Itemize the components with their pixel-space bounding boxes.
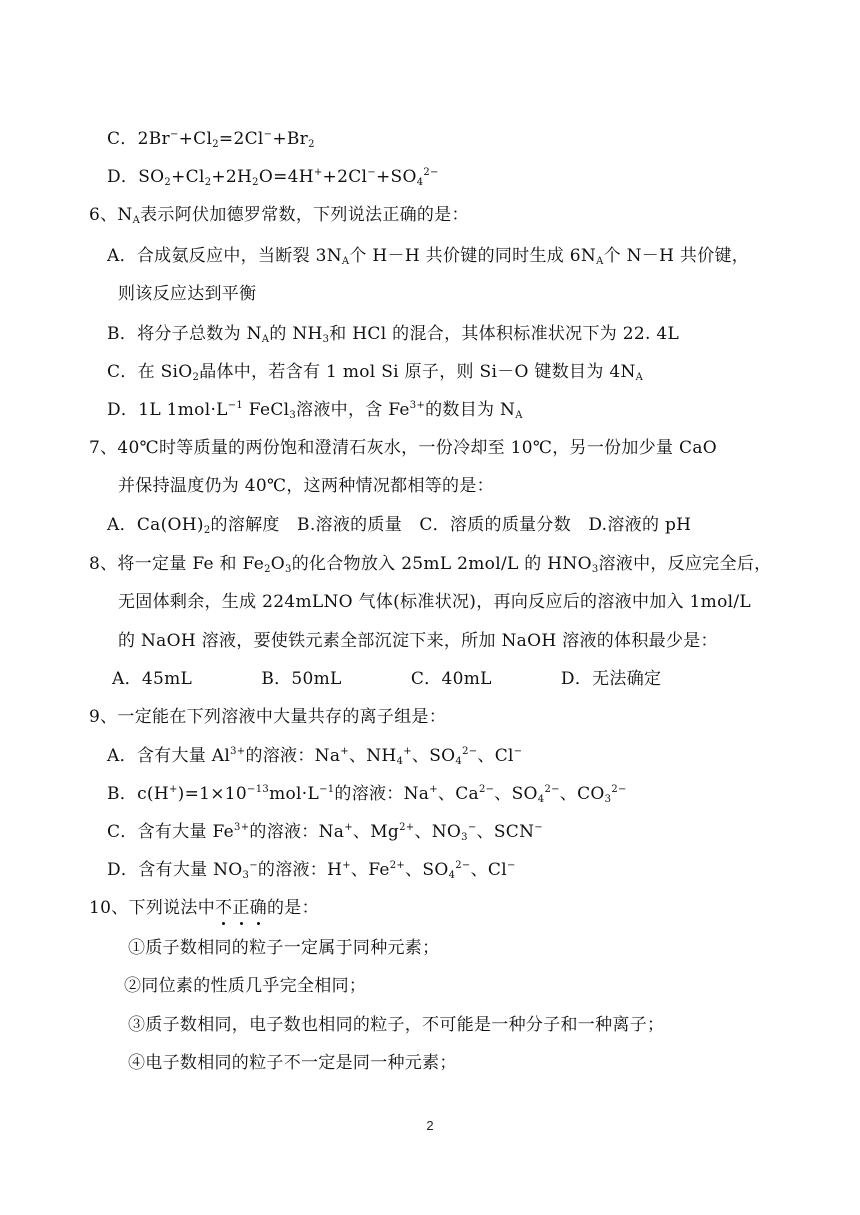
text-line-l11 bbox=[107, 514, 691, 536]
text-run: 溶液中，含 Fe bbox=[296, 400, 410, 420]
superscript: + bbox=[342, 860, 351, 871]
subscript: 2 bbox=[252, 177, 259, 188]
superscript: 2− bbox=[611, 784, 627, 795]
superscript: + bbox=[340, 746, 349, 757]
subscript: 3 bbox=[591, 564, 599, 575]
text-run: O=4H bbox=[258, 167, 314, 187]
text-run: ③质子数相同，电子数也相同的粒子，不可能是一种分子和一种离子； bbox=[128, 1015, 665, 1035]
text-run: 、Cl bbox=[470, 860, 507, 880]
text-line-l20 bbox=[107, 859, 516, 881]
text-line-l9 bbox=[89, 437, 717, 459]
text-line-l23 bbox=[124, 975, 366, 997]
superscript: − bbox=[263, 129, 273, 140]
superscript: − bbox=[467, 822, 477, 833]
superscript: − bbox=[506, 860, 516, 871]
text-line-l17 bbox=[107, 745, 522, 767]
subscript: 3 bbox=[289, 410, 297, 421]
emphasis-dot bbox=[240, 922, 243, 925]
superscript: −1 bbox=[319, 784, 335, 795]
text-run: +Br bbox=[272, 129, 309, 149]
text-run: 的数目为 N bbox=[425, 400, 516, 420]
subscript: A bbox=[341, 256, 350, 267]
text-run: ②同位素的性质几乎完全相同； bbox=[124, 976, 367, 996]
subscript: 3 bbox=[242, 870, 250, 881]
text-run: 溶液中，反应完全后， bbox=[598, 554, 772, 574]
text-run: 的溶液：Na bbox=[249, 822, 345, 842]
superscript: 3+ bbox=[409, 400, 426, 411]
text-run: =2Cl bbox=[218, 129, 264, 149]
text-run: 、SCN bbox=[476, 822, 535, 842]
text-line-l2 bbox=[107, 166, 439, 188]
text-run: mol·L bbox=[269, 784, 320, 804]
superscript: 2+ bbox=[399, 822, 415, 833]
subscript: 4 bbox=[537, 794, 545, 805]
text-run: +2H bbox=[211, 167, 253, 187]
superscript: + bbox=[403, 746, 412, 757]
subscript: 2 bbox=[308, 139, 315, 150]
text-run: 并保持温度仍为 40℃，这两种情况都相等的是： bbox=[118, 476, 494, 496]
text-line-l21 bbox=[89, 897, 319, 919]
text-run: A．Ca(OH) bbox=[107, 515, 204, 535]
superscript: − bbox=[367, 167, 376, 178]
text-run: 9、一定能在下列溶液中大量共存的离子组是： bbox=[89, 707, 447, 727]
text-run: 无固体剩余，生成 224mLNO 气体(标准状况)，再向反应后的溶液中加入 1mol/L bbox=[118, 592, 751, 612]
text-run: 则该反应达到平衡 bbox=[118, 284, 257, 304]
text-run: 个 H－H 共价键的同时生成 6N bbox=[349, 246, 597, 266]
superscript: + bbox=[168, 784, 178, 795]
text-line-l4 bbox=[107, 245, 749, 267]
text-run: 的溶液：Na bbox=[334, 784, 430, 804]
subscript: 4 bbox=[396, 756, 404, 767]
text-line-l15 bbox=[112, 668, 661, 690]
text-line-l24 bbox=[128, 1014, 664, 1036]
text-run: ④电子数相同的粒子不一定是同一种元素； bbox=[128, 1053, 457, 1073]
text-run: )=1×10 bbox=[177, 784, 248, 804]
subscript: A bbox=[515, 410, 523, 421]
text-run: 的是： bbox=[266, 898, 319, 918]
emphasis-dot bbox=[222, 922, 225, 925]
subscript: 3 bbox=[322, 334, 330, 345]
subscript: A bbox=[132, 215, 141, 226]
text-run: 表示阿伏加德罗常数，下列说法正确的是： bbox=[140, 205, 469, 225]
text-run: ①质子数相同的粒子一定属于同种元素； bbox=[128, 938, 440, 958]
superscript: + bbox=[313, 167, 323, 178]
text-run: 、Cl bbox=[477, 746, 514, 766]
superscript: 2− bbox=[455, 860, 471, 871]
text-run: +SO bbox=[375, 167, 417, 187]
text-run: 的 NaOH 溶液，要使铁元素全部沉淀下来，所加 NaOH 溶液的体积最少是： bbox=[118, 631, 718, 651]
text-run: B．将分子总数为 N bbox=[107, 324, 262, 344]
text-run: +2Cl bbox=[322, 167, 368, 187]
superscript: 2+ bbox=[389, 860, 406, 871]
text-run: 7、40℃时等质量的两份饱和澄清石灰水，一份冷却至 10℃，另一份加少量 CaO bbox=[89, 438, 717, 458]
text-run: 、SO bbox=[405, 860, 449, 880]
text-run: 的溶液：Na bbox=[245, 746, 341, 766]
subscript: 3 bbox=[461, 832, 468, 843]
superscript: 2− bbox=[423, 167, 439, 178]
subscript: 2 bbox=[203, 525, 211, 536]
superscript: 2− bbox=[462, 746, 478, 757]
text-run: FeCl bbox=[243, 400, 290, 420]
text-run: 的溶液：H bbox=[257, 860, 343, 880]
text-line-l16 bbox=[89, 706, 446, 728]
text-line-l25 bbox=[128, 1052, 457, 1074]
text-run: 8、将一定量 Fe 和 Fe bbox=[89, 554, 265, 574]
superscript: + bbox=[429, 784, 438, 795]
text-run: D．含有大量 NO bbox=[107, 860, 243, 880]
text-run: +Cl bbox=[178, 129, 213, 149]
text-run: D．SO bbox=[107, 167, 165, 187]
subscript: A bbox=[635, 372, 644, 383]
subscript: 3 bbox=[285, 564, 292, 575]
text-run: C．含有大量 Fe bbox=[107, 822, 235, 842]
text-line-l1 bbox=[107, 128, 315, 150]
superscript: − bbox=[534, 822, 543, 833]
text-line-l14 bbox=[118, 630, 718, 652]
text-line-l5 bbox=[118, 283, 256, 305]
text-run: 、SO bbox=[494, 784, 538, 804]
text-line-l8 bbox=[107, 399, 523, 421]
text-run: 、SO bbox=[411, 746, 456, 766]
superscript: − bbox=[169, 129, 179, 140]
superscript: 2− bbox=[478, 784, 495, 795]
superscript: − bbox=[249, 860, 258, 871]
text-run: +Cl bbox=[171, 167, 205, 187]
subscript: 4 bbox=[416, 177, 424, 188]
text-line-l10 bbox=[118, 475, 494, 497]
text-run: D．1L 1mol·L bbox=[107, 400, 228, 420]
subscript: 4 bbox=[448, 870, 456, 881]
text-line-l12 bbox=[89, 553, 771, 575]
text-run: 的化合物放入 25mL 2mol/L 的 HNO bbox=[291, 554, 592, 574]
superscript: − bbox=[513, 746, 523, 757]
text-line-l13 bbox=[118, 591, 751, 613]
superscript: −1 bbox=[227, 400, 244, 411]
subscript: 4 bbox=[455, 756, 463, 767]
subscript: 2 bbox=[264, 564, 271, 575]
superscript: −13 bbox=[247, 784, 270, 795]
subscript: A bbox=[596, 256, 604, 267]
text-run: 、Ca bbox=[437, 784, 479, 804]
emphasis-dot bbox=[257, 922, 260, 925]
text-run: 6、N bbox=[89, 205, 133, 225]
text-line-l18 bbox=[107, 783, 627, 805]
subscript: 2 bbox=[164, 177, 172, 188]
page-number: 2 bbox=[426, 1118, 434, 1133]
text-run: 的 NH bbox=[269, 324, 323, 344]
text-run: 和 HCl 的混合，其体积标准状况下为 22. 4L bbox=[329, 324, 680, 344]
text-run: 、Mg bbox=[352, 822, 400, 842]
text-run: O bbox=[270, 554, 286, 574]
text-run: 、CO bbox=[559, 784, 605, 804]
superscript: 2− bbox=[544, 784, 560, 795]
text-line-l3 bbox=[89, 204, 469, 226]
text-run: 、NH bbox=[348, 746, 397, 766]
text-run: 个 N－H 共价键， bbox=[603, 246, 750, 266]
text-line-l19 bbox=[107, 821, 543, 843]
subscript: 3 bbox=[604, 794, 612, 805]
superscript: 3+ bbox=[234, 822, 250, 833]
subscript: 2 bbox=[212, 139, 219, 150]
text-run: 的溶解度 B.溶液的质量 C．溶质的质量分数 D.溶液的 pH bbox=[210, 515, 692, 535]
superscript: + bbox=[344, 822, 353, 833]
text-run: B．c(H bbox=[107, 784, 169, 804]
subscript: 2 bbox=[192, 372, 200, 383]
superscript: 3+ bbox=[230, 746, 246, 757]
subscript: 2 bbox=[204, 177, 212, 188]
text-line-l22 bbox=[128, 937, 439, 959]
emphasized-text: 不 正 确 bbox=[215, 898, 267, 918]
text-run: C．在 SiO bbox=[107, 362, 193, 382]
text-run: A．45mL B．50mL C．40mL D．无法确定 bbox=[112, 669, 662, 689]
subscript: A bbox=[261, 334, 270, 345]
text-run: 、NO bbox=[414, 822, 462, 842]
text-run: 晶体中，若含有 1 mol Si 原子，则 Si－O 键数目为 4N bbox=[199, 362, 636, 382]
text-run: A．含有大量 Al bbox=[107, 746, 231, 766]
text-run: 10、下列说法中 bbox=[89, 898, 216, 918]
text-run: C．2Br bbox=[107, 129, 170, 149]
text-run: 、Fe bbox=[350, 860, 390, 880]
text-run: A．合成氨反应中，当断裂 3N bbox=[107, 246, 342, 266]
text-line-l6 bbox=[107, 323, 679, 345]
text-line-l7 bbox=[107, 361, 643, 383]
